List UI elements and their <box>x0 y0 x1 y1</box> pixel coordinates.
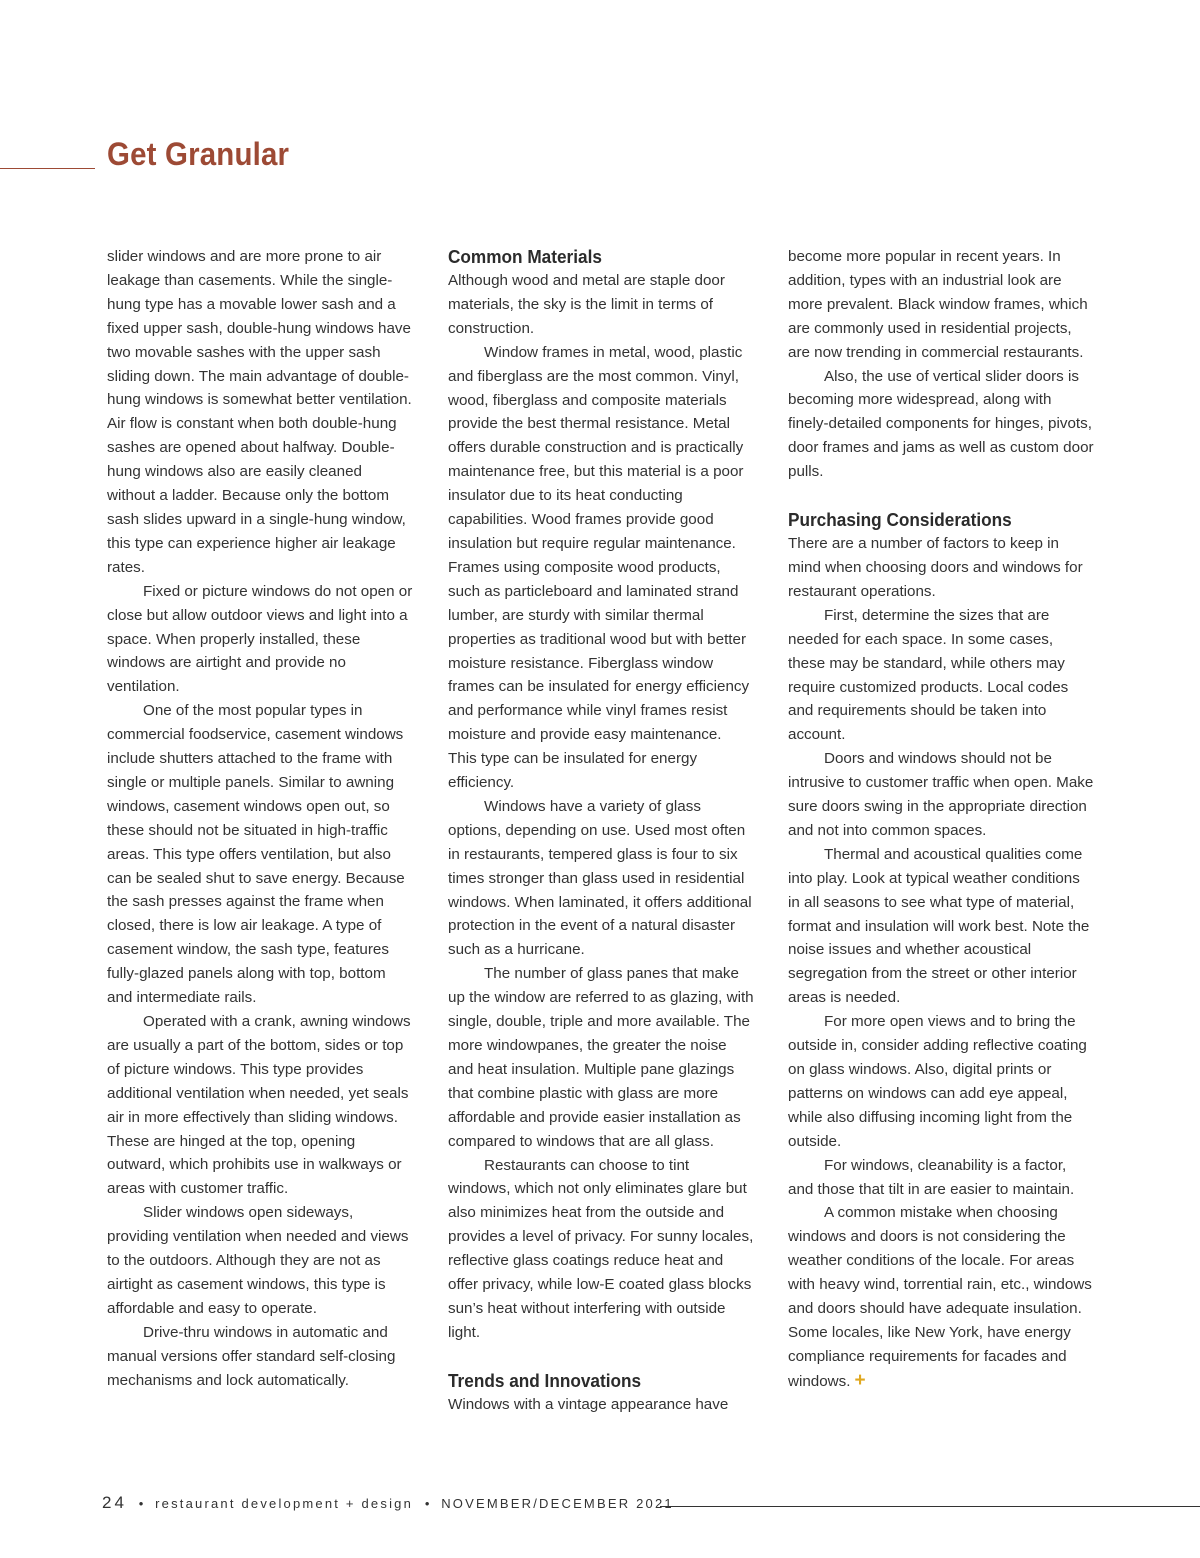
paragraph: One of the most popular types in commercial foodservice, casement windows include shutters attached to the frame with single or multiple panels. Similar to awning windows, casement windows open out, so these should not be situated in high-traffic areas. This type offers ventilation, but also can be sealed shut to save energy. Because the sash presses against the frame when closed, there is low air leakage. A type of casement window, the sash type, features fully-glazed panels along with top, bottom and intermediate rails. <box>107 702 405 1007</box>
paragraph: Window frames in metal, wood, plastic and fiberglass are the most common. Vinyl, wood, fiberglass and composite materials provide the best thermal resistance. Metal offers durable construction and is practically maintenance free, but this material is a poor insulator due to its heat conducting capabilities. Wood frames provide good insulation but require regular maintenance. Frames using composite wood products, such as particleboard and laminated strand lumber, are sturdy with similar thermal properties as traditional wood but with better moisture resistance. Fiberglass window frames can be insulated for energy efficiency and performance while vinyl frames resist moisture and provide easy maintenance. This type can be insulated for energy efficiency. <box>448 343 750 792</box>
paragraph: Fixed or picture windows do not open or close but allow outdoor views and light into a space. When properly installed, these windows are airtight and provide no ventilation. <box>107 582 413 696</box>
paragraph: Operated with a crank, awning windows are usually a part of the bottom, sides or top of picture windows. This type provides additional ventilation when needed, yet seals air in more effectively than sliding windows. These are hinged at the top, opening outward, which prohibits use in walkways or areas with customer traffic. <box>107 1013 411 1198</box>
paragraph: First, determine the sizes that are needed for each space. In some cases, these may be standard, while others may require customized products. Local codes and requirements should be taken into account. <box>788 606 1069 744</box>
page-footer <box>102 1493 674 1513</box>
paragraph-last <box>788 1201 1094 1393</box>
magazine-name: restaurant development + design <box>155 1496 414 1511</box>
issue-date: NOVEMBER/DECEMBER 2021 <box>441 1496 674 1511</box>
paragraph-text: A common mistake when choosing windows and doors is not considering the weather conditions of the locale. For areas with heavy wind, torrential rain, etc., windows and doors should have adequate insulation. Some locales, like New York, have energy compliance requirements for facades and windows. <box>788 1204 1092 1390</box>
paragraph: Slider windows open sideways, providing ventilation when needed and views to the outdoors. Although they are not as airtight as casement windows, this type is affordable and easy to operate. <box>107 1204 409 1317</box>
subheading-trends: Trends and Innovations <box>448 1369 642 1391</box>
paragraph: Also, the use of vertical slider doors is becoming more widespread, along with finely-detailed components for hinges, pivots, door frames and jams as well as custom door pulls. <box>788 367 1094 481</box>
paragraph: Thermal and acoustical qualities come into play. Look at typical weather conditions in all seasons to see what type of material, format and insulation will work best. Note the noise issues and whether acoustical segregation from the street or other interior areas is needed. <box>788 845 1090 1007</box>
subheading-purchasing: Purchasing Considerations <box>788 509 1012 531</box>
paragraph: Doors and windows should not be intrusive to customer traffic when open. Make sure doors swing in the appropriate direction and not into common spaces. <box>788 750 1094 839</box>
column-3 <box>788 245 1094 1394</box>
paragraph: Windows have a variety of glass options, depending on use. Used most often in restaurants, tempered glass is four to six times stronger than glass used in residential windows. When laminated, it offers additional protection in the event of a natural disaster such as a hurricane. <box>448 797 752 959</box>
column-1 <box>107 245 413 1393</box>
end-mark-icon: + <box>854 1369 866 1391</box>
paragraph: For more open views and to bring the outside in, consider adding reflective coating on glass windows. Also, digital prints or patterns on windows can add eye appeal, while also diffusing incoming light from the outside. <box>788 1013 1087 1150</box>
paragraph: For windows, cleanability is a factor, and those that tilt in are easier to maintain. <box>788 1156 1075 1198</box>
paragraph: slider windows and are more prone to air leakage than casements. While the single-hung type has a movable lower sash and a fixed upper sash, double-hung windows have two movable sashes with the upper sash sliding down. The main advantage of double-hung windows is somewhat better ventilation. Air flow is constant when both double-hung sashes are opened about halfway. Double-hung windows also are easily cleaned without a ladder. Because only the bottom sash slides upward in a single-hung window, this type can experience higher air leakage rates. <box>107 248 412 576</box>
footer-bullet: • <box>424 1496 430 1511</box>
paragraph: Restaurants can choose to tint windows, which not only eliminates glare but also minimizes heat from the outside and provides a level of privacy. For sunny locales, reflective glass coatings reduce heat and offer privacy, while low-E coated glass blocks sun’s heat without interfering with outside light. <box>448 1156 754 1341</box>
footer-rule <box>660 1506 1200 1507</box>
footer-bullet: • <box>138 1496 144 1511</box>
paragraph: There are a number of factors to keep in mind when choosing doors and windows for restaurant operations. <box>788 535 1083 600</box>
subheading-common-materials: Common Materials <box>448 246 602 267</box>
paragraph: Although wood and metal are staple door materials, the sky is the limit in terms of construction. <box>448 272 725 337</box>
column-2 <box>448 245 754 1417</box>
paragraph: The number of glass panes that make up the window are referred to as glazing, with single, double, triple and more available. The more windowpanes, the greater the noise and heat insulation. Multiple pane glazings that combine plastic with glass are more affordable and provide easier installation as compared to windows that are all glass. <box>448 965 754 1150</box>
page-number: 24 <box>102 1493 127 1512</box>
paragraph: Windows with a vintage appearance have <box>448 1395 729 1413</box>
paragraph: become more popular in recent years. In addition, types with an industrial look are more prevalent. Black window frames, which are commonly used in residential projects, are now trending in commercial restaurants. <box>788 248 1088 361</box>
title-rule <box>0 168 95 169</box>
section-title: Get Granular <box>107 136 290 172</box>
paragraph: Drive-thru windows in automatic and manual versions offer standard self-closing mechanisms and lock automatically. <box>107 1323 396 1389</box>
